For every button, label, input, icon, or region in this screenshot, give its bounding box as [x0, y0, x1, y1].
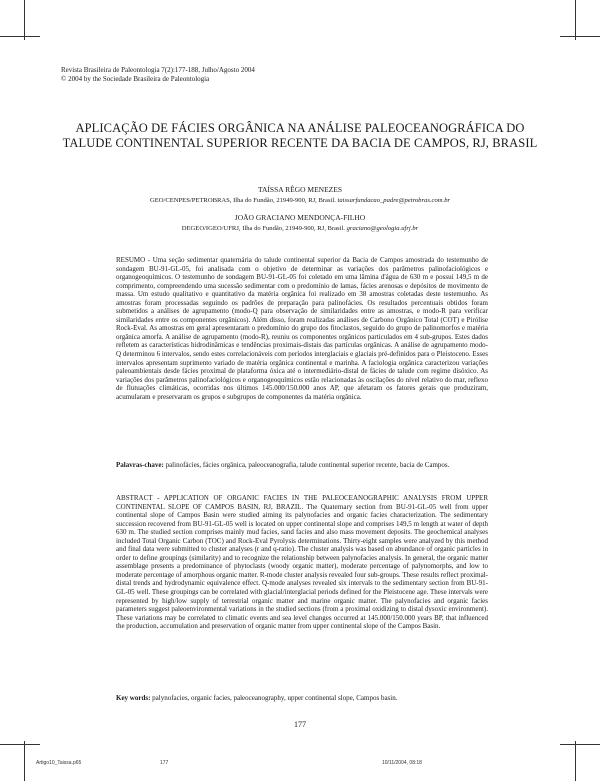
- author-name: JOÃO GRACIANO MENDONÇA-FILHO: [234, 213, 366, 222]
- resumo-paragraph: RESUMO - Uma seção sedimentar quaternária do talude continental superior da Bacia de Campos amostrada do testemunho de sondagem BU-91-GL-05, foi analisada com o objetivo de determinar as variações dos parâmetros palinofaciológicos e organogeoquímicos. O testemunho de sondagem BU-91-GL-05 foi coletado em uma lâmina d'água de 630 m e possui 149,5 m de comprimento, compreendendo uma sucessão sedimentar com o predomínio de lamas, fácies arenosas e depósitos de movimento de massa. Um estudo qualitativo e quantitativo da matéria orgânica foi realizado em 38 amostras coletadas deste testemunho. As amostras foram processadas seguindo os padrões de preparação para palinofácies. Os resultados percentuais obtidos foram submetidos a análises de agrupamento (modo-Q para observação de similaridades entre as amostras, e modo-R para verificar similaridades entre os componentes orgânicos). Além disso, foram realizadas análises de Carbono Orgânico Total (COT) e Pirólise Rock-Eval. As amostras em geral apresentaram o predomínio do grupo dos fitoclastos, seguido do grupo de palinomorfos e matéria orgânica amorfa. A análise de agrupamento (modo-R), reuniu os componentes orgânicos particulados em 4 sub-grupos. Estes dados refletem as características hidrodinâmicas e tendências proximais-distais das partículas orgânicas. A análise de agrupamento modo-Q determinou 6 intervalos, sendo estes correlacionáveis com períodos interglaciais e glaciais pré-definidos para o Pleistoceno. Esses intervalos apresentam suprimento variado de matéria orgânica continental e marinha. A faciologia orgânica caracterizou variações paleoambientais desde fácies proximal de plataforma óxica até o intermediário-distal de fácies de talude com regime disóxico. As variações dos parâmetros palinofaciológicos e organogeoquímicos estão relacionadas às oscilações do nível relativo do mar, reflexo de flutuações climáticas, ocorridas nos últimos 145.000/150.000 anos AP, que afetaram os fatores gerais que produziram, acumularam e preservaram os grupos e subgrupos de componentes da matéria orgânica.: [116, 256, 488, 401]
- journal-citation: Revista Brasileira de Paleontologia 7(2):177-188, Julho/Agosto 2004: [61, 66, 255, 74]
- author-affiliation: [60, 196, 540, 205]
- footer-filename: Artigo10_Taissa.p65: [36, 760, 82, 766]
- author-name: TAÍSSA RÊGO MENEZES: [258, 185, 342, 194]
- author-email: taissarfundacao_padre@petrobras.com.br: [337, 197, 451, 204]
- page-number: 177: [294, 720, 306, 729]
- keywords: [116, 694, 488, 703]
- journal-header: [61, 66, 541, 84]
- affiliation-text: GEO/CENPES/PETROBRAS, Ilha do Fundão, 21949-900, RJ, Brasil.: [149, 197, 336, 204]
- crop-mark: [24, 0, 25, 40]
- palavras-chave-label: Palavras-chave:: [116, 461, 164, 469]
- footer-datetime: 10/11/2004, 08:18: [382, 760, 422, 766]
- affiliation-text: DEGEO/IGEO/UFRJ, Ilha do Fundão, 21949-900, RJ, Brasil.: [181, 225, 345, 232]
- journal-copyright: © 2004 by the Sociedade Brasileira de Paleontologia: [61, 75, 210, 83]
- footer-page: 177: [160, 760, 169, 766]
- crop-mark: [0, 36, 40, 37]
- crop-mark: [560, 36, 600, 37]
- keywords-text: palynofacies, organic facies, paleoceanography, upper continental slope, Campos basin.: [152, 694, 398, 702]
- crop-mark: [560, 744, 600, 745]
- crop-mark: [24, 741, 25, 781]
- crop-mark: [575, 741, 576, 781]
- article-title: APLICAÇÃO DE FÁCIES ORGÂNICA NA ANÁLISE PALEOCEANOGRÁFICA DO TALUDE CONTINENTAL SUPERIOR RECENTE DA BACIA DE CAMPOS, RJ, BRASIL: [62, 121, 538, 150]
- crop-mark: [0, 744, 40, 745]
- palavras-chave-text: palinofácies, fácies orgânica, paleoceanografia, talude continental superior recente, bacia de Campos.: [165, 461, 450, 469]
- author-affiliation: [60, 224, 540, 233]
- keywords-label: Key words:: [116, 694, 151, 702]
- palavras-chave: [116, 461, 488, 470]
- crop-mark: [575, 0, 576, 40]
- author-email: graciano@geologia.ufrj.br: [346, 225, 419, 232]
- abstract-paragraph: ABSTRACT - APPLICATION OF ORGANIC FACIES IN THE PALEOCEANOGRAPHIC ANALYSIS FROM UPPER CONTINENTAL SLOPE OF CAMPOS BASIN, RJ, BRAZIL. The Quaternary section from BU-91-GL-05 well from upper continental slope of Campos Basin were studied aiming its palynofacies and organic facies characterization. The sedimentary succession recovered from BU-91-GL-05 well is located on upper continental slope and comprises 149,5 m length at water of depth 630 m. The studied section comprises mainly mud facies, sand facies and also mass movement deposits. The geochemical analyses included Total Organic Carbon (TOC) and Rock-Eval Pyrolysis determinations. Thirty-eight samples were analyzed by this method and final data were submitted to cluster analyses (r and q-ratio). The cluster analysis was based on abundance of organic particles in order to define groupings (similarity) and to recognize the relationship between palynofacies analysis. In general, the organic matter assemblage presents a predominance of phytoclasts (woody organic matter), moderate percentage of palynomorphs, and low to moderate percentage of amorphous organic matter. R-mode cluster analysis revealed four sub-groups. These results reflect proximal-distal trends and hydrodynamic equivalence effect. Q-mode analyses revealed six intervals to the sedimentary section from BU-91-GL-05 well. These groupings can be correlated with glacial/interglacial periods defined for the Pleistocene age. These intervals were represented by high/low supply of terrestrial organic matter and marine organic matter. The palynofacies and organic facies parameters suggest paleoenvironmental variations in the studied sections (from a proximal oxidizing to distal dysoxic environment). These variations may be correlated to climatic events and sea level changes occurred at 145.000/150.000 years BP, that influenced the production, accumulation and preservation of organic matter from upper continental slope of the Campos Basin.: [116, 494, 488, 631]
